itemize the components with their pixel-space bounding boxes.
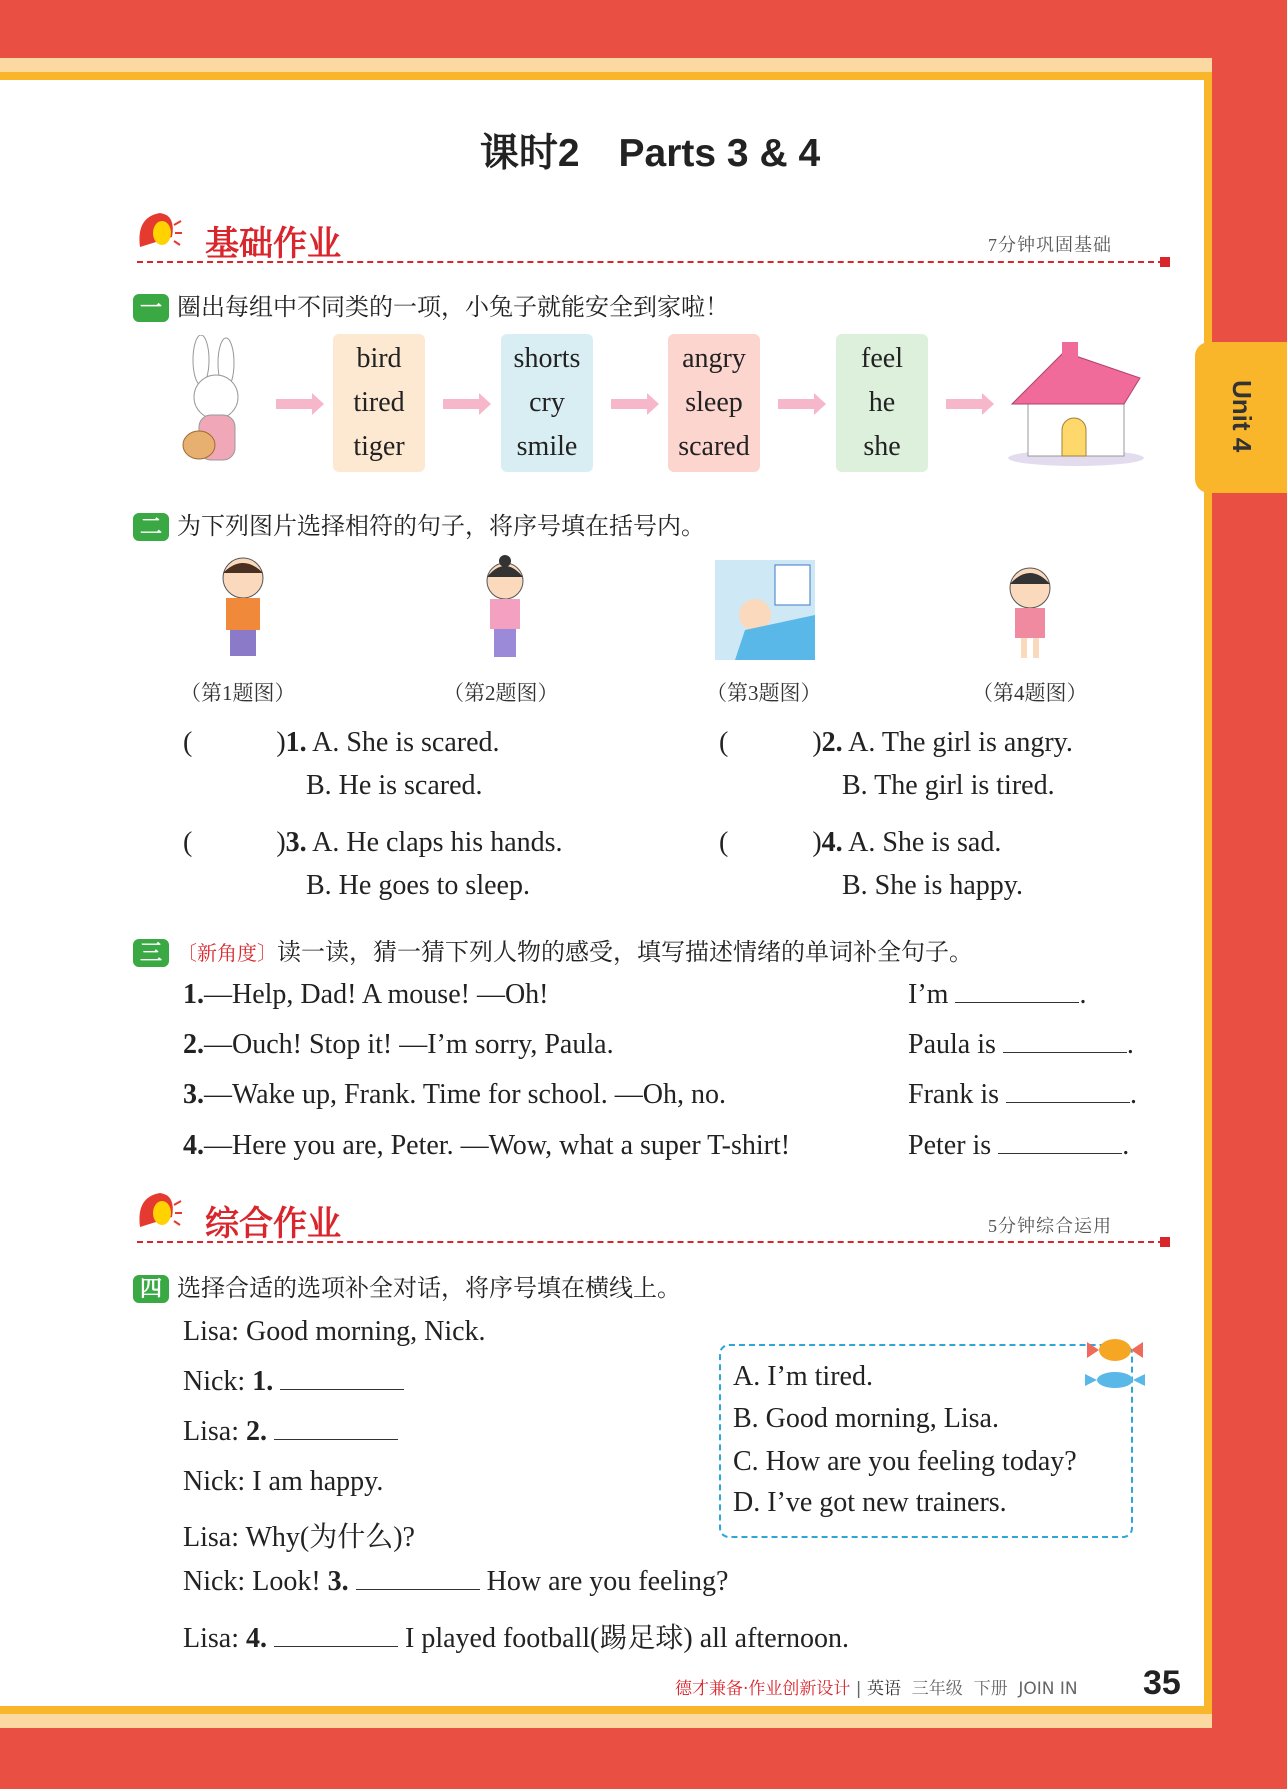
dialog-line-7: Lisa: 4. I played football(踢足球) all afternoon. (183, 1623, 849, 1654)
item-text: —Ouch! Stop it! —I’m sorry, Paula. (204, 1029, 614, 1060)
section-title-comprehensive: 综合作业 (205, 1205, 341, 1243)
answer-blank[interactable] (274, 1416, 398, 1440)
option-a: A. I’m tired. (733, 1361, 873, 1392)
dialog-line-2: Nick: 1. (183, 1366, 404, 1398)
caption-3: （第3题图） (706, 681, 822, 705)
item-number: 3. (285, 827, 307, 858)
word[interactable]: sleep (685, 387, 743, 418)
item-text: —Here you are, Peter. —Wow, what a super T-shirt! (204, 1130, 791, 1161)
dialog-line-1: Lisa: Good morning, Nick. (183, 1316, 486, 1347)
page-number: 35 (1143, 1664, 1181, 1702)
arrow-icon (611, 399, 649, 409)
q3-answer-2: Paula is . (908, 1029, 1134, 1060)
q4-heading (133, 1268, 681, 1303)
item-number: 1. (285, 727, 307, 758)
caption-2: （第2题图） (443, 681, 559, 705)
option-a: A. The girl is angry. (848, 727, 1073, 758)
answer-blank[interactable] (998, 1130, 1122, 1154)
caption-1: （第1题图） (180, 681, 296, 705)
answer-paren[interactable]: ( ) (719, 827, 822, 858)
answer-blank[interactable] (1006, 1079, 1130, 1103)
dialog-line-6: Nick: Look! 3. How are you feeling? (183, 1566, 729, 1597)
q1-heading (133, 287, 729, 322)
q2-item-2 (719, 720, 1073, 760)
q3-number: 三 (133, 939, 169, 967)
option-c: C. How are you feeling today? (733, 1446, 1077, 1477)
word[interactable]: tiger (353, 431, 405, 462)
section-note-basic: 7分钟巩固基础 (988, 235, 1112, 255)
arrow-icon (778, 399, 816, 409)
page-title: 课时2 Parts 3 & 4 (479, 132, 821, 175)
word[interactable]: she (863, 431, 901, 462)
item-number: 1. (183, 979, 204, 1010)
answer-paren[interactable]: ( ) (183, 827, 286, 858)
q2-item-3 (183, 820, 563, 860)
q2-instruction: 为下列图片选择相符的句子，将序号填在括号内。 (177, 512, 705, 540)
answer-prefix: Frank is (908, 1079, 999, 1110)
q2-item-2-b: B. The girl is tired. (842, 770, 1055, 801)
word[interactable]: angry (682, 343, 746, 374)
section-divider (137, 261, 1164, 263)
item-number: 4. (183, 1130, 204, 1161)
bell-icon (132, 1187, 182, 1237)
unit-tab-label: Unit 4 (1227, 380, 1257, 453)
word[interactable]: shorts (513, 343, 581, 374)
option-d: D. I’ve got new trainers. (733, 1487, 1007, 1518)
dialog-line-5: Lisa: Why(为什么)? (183, 1522, 415, 1553)
q3-item-4 (183, 1130, 790, 1162)
q2-item-1-b: B. He is scared. (306, 770, 483, 801)
word[interactable]: he (868, 387, 896, 418)
word[interactable]: tired (353, 387, 405, 418)
q2-item-1 (183, 720, 500, 760)
house-illustration (1004, 338, 1148, 468)
q2-item-4-b: B. She is happy. (842, 870, 1023, 901)
q3-item-1 (183, 979, 549, 1011)
option-a: A. She is scared. (312, 727, 500, 758)
option-a: A. He claps his hands. (312, 827, 563, 858)
q1-instruction: 圈出每组中不同类的一项，小兔子就能安全到家啦！ (177, 293, 729, 321)
word[interactable]: smile (516, 431, 578, 462)
rabbit-illustration (171, 335, 263, 475)
item-number: 2. (183, 1029, 204, 1060)
item-number: 3. (183, 1079, 204, 1110)
answer-blank[interactable] (356, 1566, 480, 1590)
footer-series: 德才兼备·作业创新设计 (675, 1679, 851, 1699)
q3-item-3 (183, 1079, 726, 1111)
new-angle-tag: 〔新角度〕 (177, 941, 277, 965)
q3-answer-3: Frank is . (908, 1079, 1137, 1110)
answer-prefix: Peter is (908, 1130, 992, 1161)
item-text: —Help, Dad! A mouse! —Oh! (204, 979, 549, 1010)
word[interactable]: scared (678, 431, 750, 462)
dialog-line-3: Lisa: 2. (183, 1416, 398, 1448)
q4-number: 四 (133, 1275, 169, 1303)
girl-angry-picture (470, 553, 540, 663)
answer-blank[interactable] (1003, 1029, 1127, 1053)
arrow-icon (443, 399, 481, 409)
section-divider (137, 1241, 1164, 1243)
answer-blank[interactable] (274, 1623, 398, 1647)
q2-item-3-b: B. He goes to sleep. (306, 870, 530, 901)
word-group-3 (668, 334, 760, 472)
q3-heading (133, 932, 973, 967)
answer-prefix: Paula is (908, 1029, 996, 1060)
option-a: A. She is sad. (848, 827, 1002, 858)
q3-item-2 (183, 1029, 614, 1061)
q2-item-4 (719, 820, 1001, 860)
bell-icon (132, 207, 182, 257)
q2-heading (133, 506, 705, 541)
candy-icon (1080, 1332, 1150, 1398)
footer-info: 德才兼备·作业创新设计 | 英语 三年级 下册 JOIN IN (675, 1679, 1078, 1699)
option-b: B. Good morning, Lisa. (733, 1403, 999, 1434)
answer-blank[interactable] (280, 1366, 404, 1390)
caption-4: （第4题图） (972, 681, 1088, 705)
q3-answer-4: Peter is . (908, 1130, 1130, 1161)
word-group-2 (501, 334, 593, 472)
answer-paren[interactable]: ( ) (183, 727, 286, 758)
item-number: 4. (821, 827, 843, 858)
answer-paren[interactable]: ( ) (719, 727, 822, 758)
arrow-icon (276, 399, 314, 409)
word-group-4 (836, 334, 928, 472)
q3-answer-1: I’m . (908, 979, 1087, 1010)
word[interactable]: cry (529, 387, 565, 418)
section-title-basic: 基础作业 (205, 225, 341, 263)
boy-scared-picture (208, 553, 278, 663)
q1-number: 一 (133, 294, 169, 322)
item-text: —Wake up, Frank. Time for school. —Oh, no. (204, 1079, 726, 1110)
item-number: 2. (821, 727, 843, 758)
answer-blank[interactable] (955, 979, 1079, 1003)
q4-instruction: 选择合适的选项补全对话，将序号填在横线上。 (177, 1274, 681, 1302)
q3-instruction: 读一读，猜一猜下列人物的感受，填写描述情绪的单词补全句子。 (277, 938, 973, 966)
dialog-line-4: Nick: I am happy. (183, 1466, 384, 1497)
word[interactable]: bird (356, 343, 402, 374)
section-note-comprehensive: 5分钟综合运用 (988, 1216, 1112, 1236)
answer-prefix: I’m (908, 979, 949, 1010)
word-group-1 (333, 334, 425, 472)
girl-sleeping-picture (715, 560, 815, 660)
unit-tab (1195, 342, 1287, 493)
q2-number: 二 (133, 513, 169, 541)
girl-crying-picture (995, 560, 1065, 660)
word[interactable]: feel (861, 343, 903, 374)
arrow-icon (946, 399, 984, 409)
